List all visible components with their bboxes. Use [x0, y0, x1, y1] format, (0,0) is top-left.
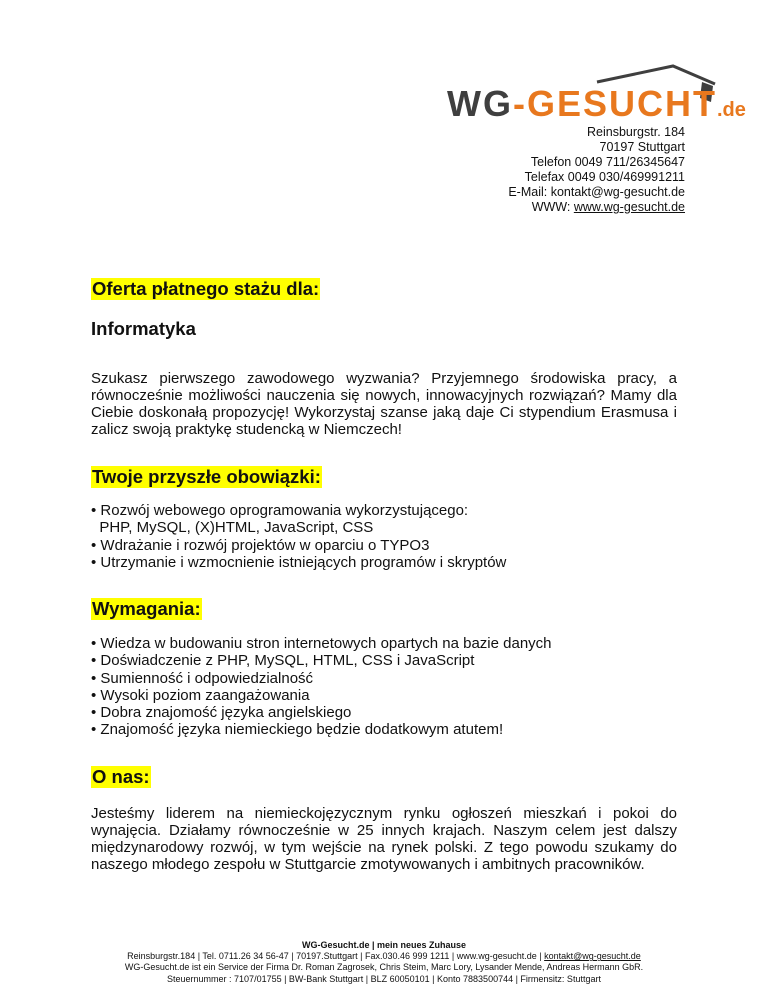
website-link[interactable]: www.wg-gesucht.de — [573, 200, 685, 214]
logo-dash: - — [512, 83, 527, 124]
footer-email-link[interactable]: kontakt@wg-gesucht.de — [544, 951, 641, 962]
logo-de: .de — [717, 99, 746, 121]
footer-contact-text: Reinsburgstr.184 | Tel. 0711.26 34 56-47 | 70197.Stuttgart | Fax.030.46 999 1211 | www.wg-gesucht.de | — [127, 951, 545, 962]
footer-line-1 — [0, 951, 768, 962]
requirements-heading-wrapper — [91, 598, 677, 620]
list-item: PHP, MySQL, (X)HTML, JavaScript, CSS — [91, 519, 374, 537]
field-title: Informatyka — [91, 318, 196, 339]
intro-paragraph: Szukasz pierwszego zawodowego wyzwania? Przyjemnego środowiska pracy, a równocześnie możliwości nauczenia się nowych, innowacyjnych rozwiązań? Mamy dla Ciebie doskonałą propozycję! Wykorzystaj szanse jaką daje Ci stypendium Erasmusa i zalicz swoją praktykę studencką w Niemczech! — [91, 370, 677, 438]
list-item: • Rozwój webowego oprogramowania wykorzystującego: — [91, 502, 469, 519]
about-paragraph: Jesteśmy liderem na niemieckojęzycznym rynku ogłoszeń mieszkań i pokoi do wynajęcia. Działamy równocześnie w 25 innych krajach. Naszym celem jest dalszy międzynarodowy rozwój, w tym wejście na rynek polski. Z tego powodu szukamy do naszego młodego zespołu w Stuttgarcie zmotywowanych i ambitnych pracowników. — [91, 805, 677, 873]
www-label: WWW: — [531, 200, 574, 214]
requirements-heading: Wymagania: — [92, 598, 201, 619]
footer-title: WG-Gesucht.de | mein neues Zuhause — [301, 940, 467, 950]
about-wrapper — [91, 805, 677, 873]
intro-wrapper — [91, 370, 677, 438]
requirements-list — [91, 635, 677, 739]
footer-line-3: Steuernummer : 7107/01755 | BW-Bank Stuttgart | BLZ 60050101 | Konto 7883500744 | Firmensitz: Stuttgart — [167, 973, 601, 984]
address-www — [508, 200, 685, 215]
footer-line-2: WG-Gesucht.de ist ein Service der Firma Dr. Roman Zagrosek, Chris Steim, Marc Lory, Lysander Mende, Andreas Hermann GbR. — [124, 962, 644, 973]
about-heading-wrapper — [91, 766, 677, 788]
address-block — [508, 125, 685, 215]
address-email: E-Mail: kontakt@wg-gesucht.de — [508, 185, 685, 199]
address-phone: Telefon 0049 711/26345647 — [530, 155, 685, 169]
list-item: • Doświadczenie z PHP, MySQL, HTML, CSS i JavaScript — [91, 652, 475, 670]
address-street: Reinsburgstr. 184 — [587, 125, 685, 139]
list-item: • Wysoki poziom zaangażowania — [91, 686, 310, 704]
about-heading: O nas: — [92, 766, 150, 787]
list-item: • Dobra znajomość języka angielskiego — [91, 704, 352, 722]
offer-heading: Oferta płatnego stażu dla: — [92, 278, 320, 299]
list-item: • Wiedza w budowaniu stron internetowych opartych na bazie danych — [91, 635, 552, 652]
duties-heading: Twoje przyszłe obowiązki: — [92, 466, 321, 487]
list-item: • Wdrażanie i rozwój projektów w oparciu o TYPO3 — [91, 536, 430, 554]
logo-wg: WG — [447, 83, 513, 124]
logo-gesucht: GESUCHT — [526, 83, 717, 124]
offer-section — [91, 278, 677, 300]
logo-wordmark — [447, 83, 746, 128]
address-fax: Telefax 0049 030/469991211 — [524, 170, 685, 184]
duties-heading-wrapper — [91, 466, 677, 488]
address-city: 70197 Stuttgart — [599, 140, 685, 154]
duties-list — [91, 502, 677, 571]
field-wrapper — [91, 318, 677, 340]
list-item: • Znajomość języka niemieckiego będzie dodatkowym atutem! — [91, 721, 504, 739]
company-logo — [447, 64, 746, 126]
page-footer — [0, 940, 768, 985]
list-item: • Sumienność i odpowiedzialność — [91, 669, 314, 687]
list-item: • Utrzymanie i wzmocnienie istniejących programów i skryptów — [91, 553, 507, 571]
